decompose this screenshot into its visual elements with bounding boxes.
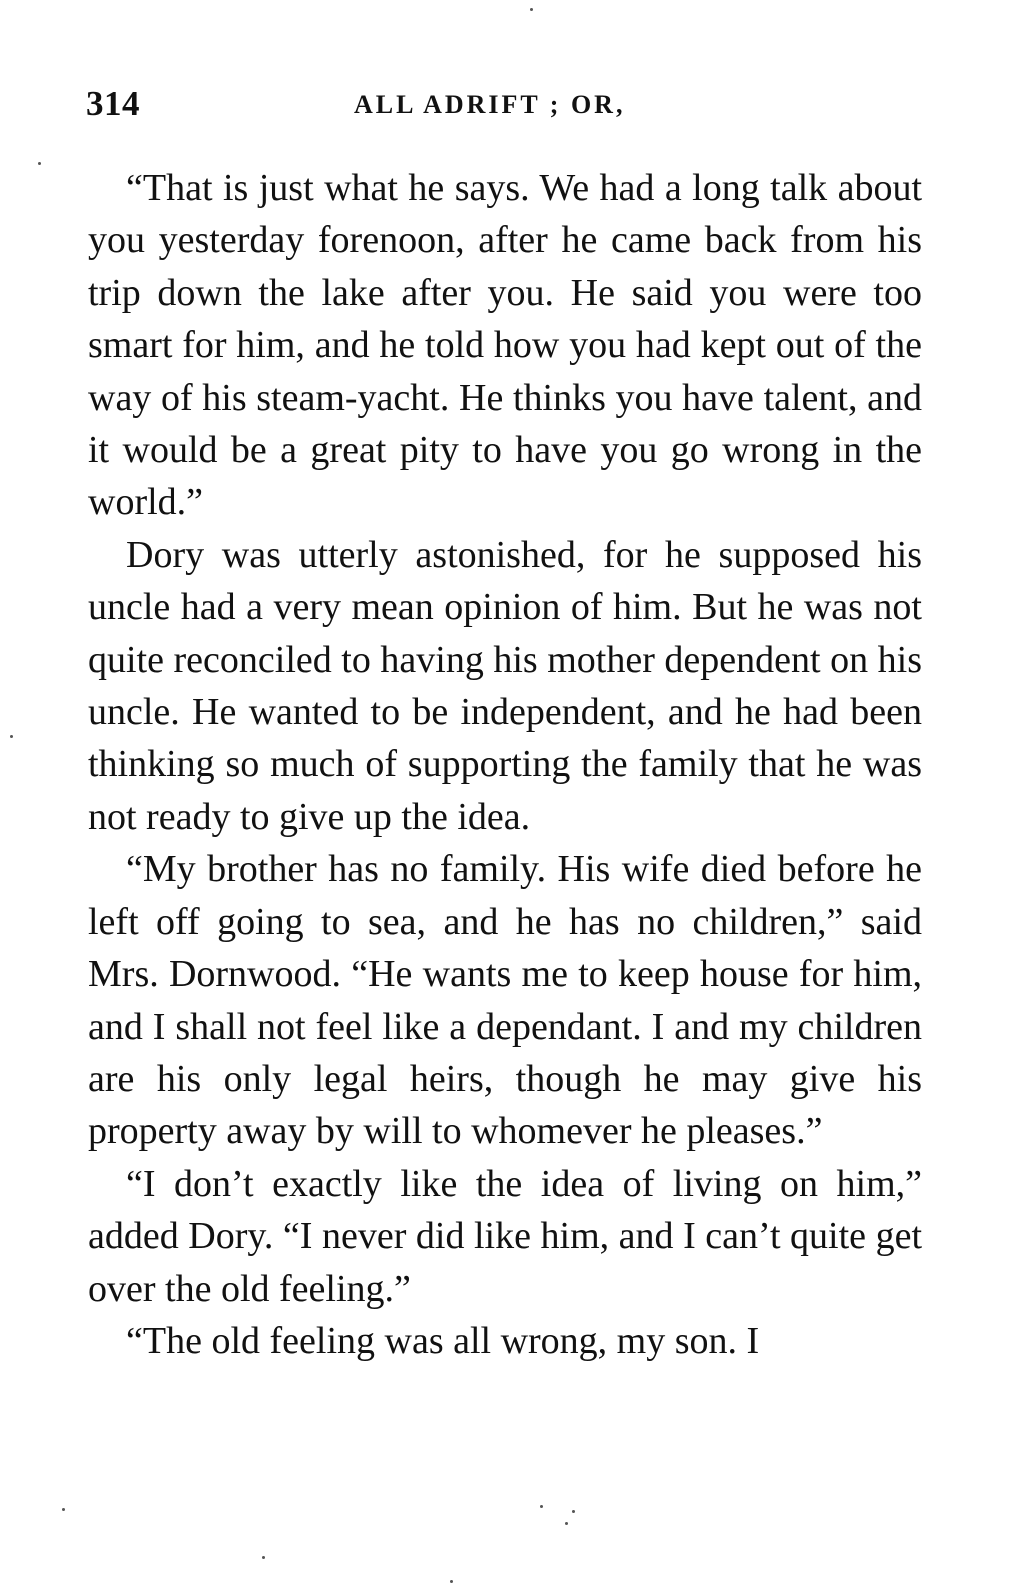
scan-speck [262, 1556, 265, 1559]
scan-speck [530, 8, 533, 11]
scan-speck [540, 1505, 543, 1508]
paragraph: “The old feeling was all wrong, my son. I [126, 1319, 760, 1362]
body-text [88, 162, 922, 1367]
paragraph: “My brother has no family. His wife died before he left off going to sea, and he has no children,” said Mrs. Dornwood. “He wants me to keep house for him, and I shall not feel like a dependant. I and my children are his only legal heirs, though he may give his property away by will to whomever he pleases.” [88, 848, 922, 1153]
page-header [86, 84, 926, 128]
paragraph: Dory was utterly astonished, for he supposed his uncle had a very mean opinion of him. But he was not quite reconciled to having his mother dependent on his uncle. He wanted to be independent, and he had been thinking so much of supporting the family that he was not ready to give up the idea. [88, 533, 922, 838]
scan-speck [565, 1522, 568, 1525]
scan-speck [572, 1510, 575, 1513]
scan-speck [10, 735, 13, 738]
scan-speck [38, 162, 41, 165]
running-head: ALL ADRIFT ; OR, [354, 90, 626, 119]
page-number: 314 [86, 84, 140, 123]
paragraph: “I don’t exactly like the idea of living on him,” added Dory. “I never did like him, and I can’t quite get over the old feeling.” [88, 1162, 922, 1310]
scan-speck [62, 1508, 65, 1511]
paragraph: “That is just what he says. We had a long talk about you yesterday forenoon, after he came back from his trip down the lake after you. He said you were too smart for him, and he told how you had kept out of the way of his steam-yacht. He thinks you have talent, and it would be a great pity to have you go wrong in the world.” [88, 167, 922, 524]
scan-speck [450, 1580, 453, 1583]
